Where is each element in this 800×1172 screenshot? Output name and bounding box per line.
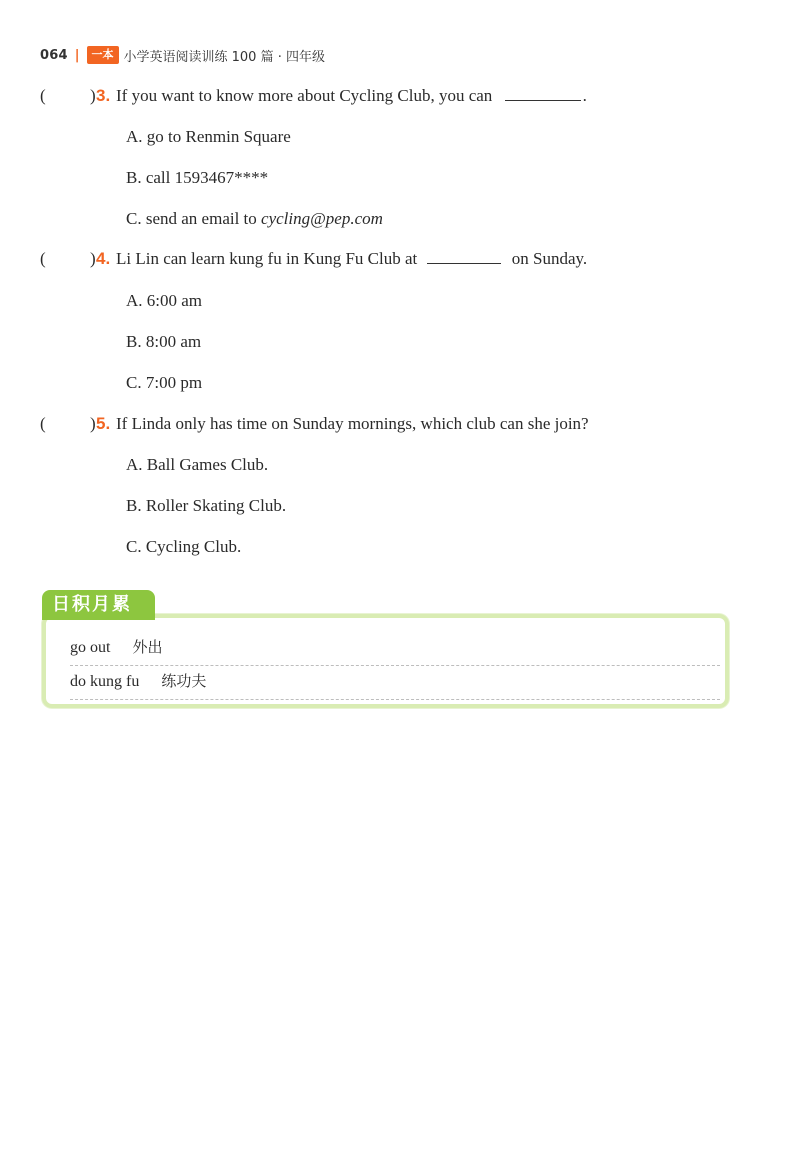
page-number: 064 bbox=[40, 47, 68, 63]
question-text bbox=[116, 84, 587, 108]
option-4b bbox=[126, 330, 201, 354]
option-letter: C. bbox=[126, 537, 142, 556]
vocab-english: do kung fu bbox=[70, 673, 140, 690]
question-text: If Linda only has time on Sunday mornings, which club can she join? bbox=[116, 414, 589, 433]
vocab-chinese: 练功夫 bbox=[161, 672, 207, 690]
book-title: 小学英语阅读训练 100 篇 · 四年级 bbox=[123, 49, 325, 65]
question-number: 5. bbox=[96, 414, 111, 433]
option-letter: A. bbox=[126, 127, 143, 146]
option-letter: A. bbox=[126, 455, 143, 474]
option-text: call 1593467**** bbox=[145, 168, 269, 187]
option-5c bbox=[126, 535, 241, 559]
question-text-after: . bbox=[582, 86, 587, 105]
answer-paren-left: ( bbox=[40, 414, 46, 433]
answer-paren-left: ( bbox=[40, 86, 46, 105]
option-text: send an email to bbox=[145, 209, 257, 228]
option-text: go to Renmin Square bbox=[146, 127, 291, 146]
option-5a bbox=[126, 453, 268, 477]
option-letter: A. bbox=[126, 291, 143, 310]
answer-paren-right: ) bbox=[90, 86, 96, 105]
option-3c bbox=[126, 207, 383, 231]
option-4a bbox=[126, 289, 202, 313]
vocab-row bbox=[70, 666, 720, 700]
vocab-row bbox=[70, 632, 720, 666]
option-3b bbox=[126, 166, 268, 190]
question-number: 4. bbox=[96, 249, 111, 268]
option-4c bbox=[126, 371, 202, 395]
option-letter: B. bbox=[126, 168, 142, 187]
option-letter: C. bbox=[126, 209, 142, 228]
brand-badge: 一本 bbox=[87, 46, 119, 64]
answer-paren-left: ( bbox=[40, 249, 46, 268]
option-text: 7:00 pm bbox=[145, 373, 203, 392]
answer-paren-right: ) bbox=[90, 249, 96, 268]
option-text: 6:00 am bbox=[146, 291, 203, 310]
question-text bbox=[116, 247, 587, 271]
option-5b bbox=[126, 494, 286, 518]
option-letter: C. bbox=[126, 373, 142, 392]
answer-blank bbox=[427, 247, 501, 264]
header-separator: | bbox=[74, 47, 80, 63]
option-text: Ball Games Club. bbox=[146, 455, 269, 474]
question-text-after: on Sunday. bbox=[511, 249, 588, 268]
page-header bbox=[40, 44, 325, 66]
vocab-english: go out bbox=[70, 639, 111, 656]
answer-blank bbox=[505, 84, 581, 101]
email-address: cycling@pep.com bbox=[261, 209, 383, 228]
question-text-before: Li Lin can learn kung fu in Kung Fu Club at bbox=[116, 249, 418, 268]
option-text: Cycling Club. bbox=[145, 537, 242, 556]
option-text: Roller Skating Club. bbox=[145, 496, 287, 515]
question-text-before: If you want to know more about Cycling Club, you can bbox=[116, 86, 493, 105]
question-number: 3. bbox=[96, 86, 111, 105]
vocab-title: 日积月累 bbox=[42, 590, 155, 620]
vocab-chinese: 外出 bbox=[132, 638, 163, 656]
vocab-box bbox=[42, 614, 729, 708]
option-letter: B. bbox=[126, 496, 142, 515]
option-text: 8:00 am bbox=[145, 332, 202, 351]
answer-paren-right: ) bbox=[90, 414, 96, 433]
option-3a bbox=[126, 125, 291, 149]
option-letter: B. bbox=[126, 332, 142, 351]
